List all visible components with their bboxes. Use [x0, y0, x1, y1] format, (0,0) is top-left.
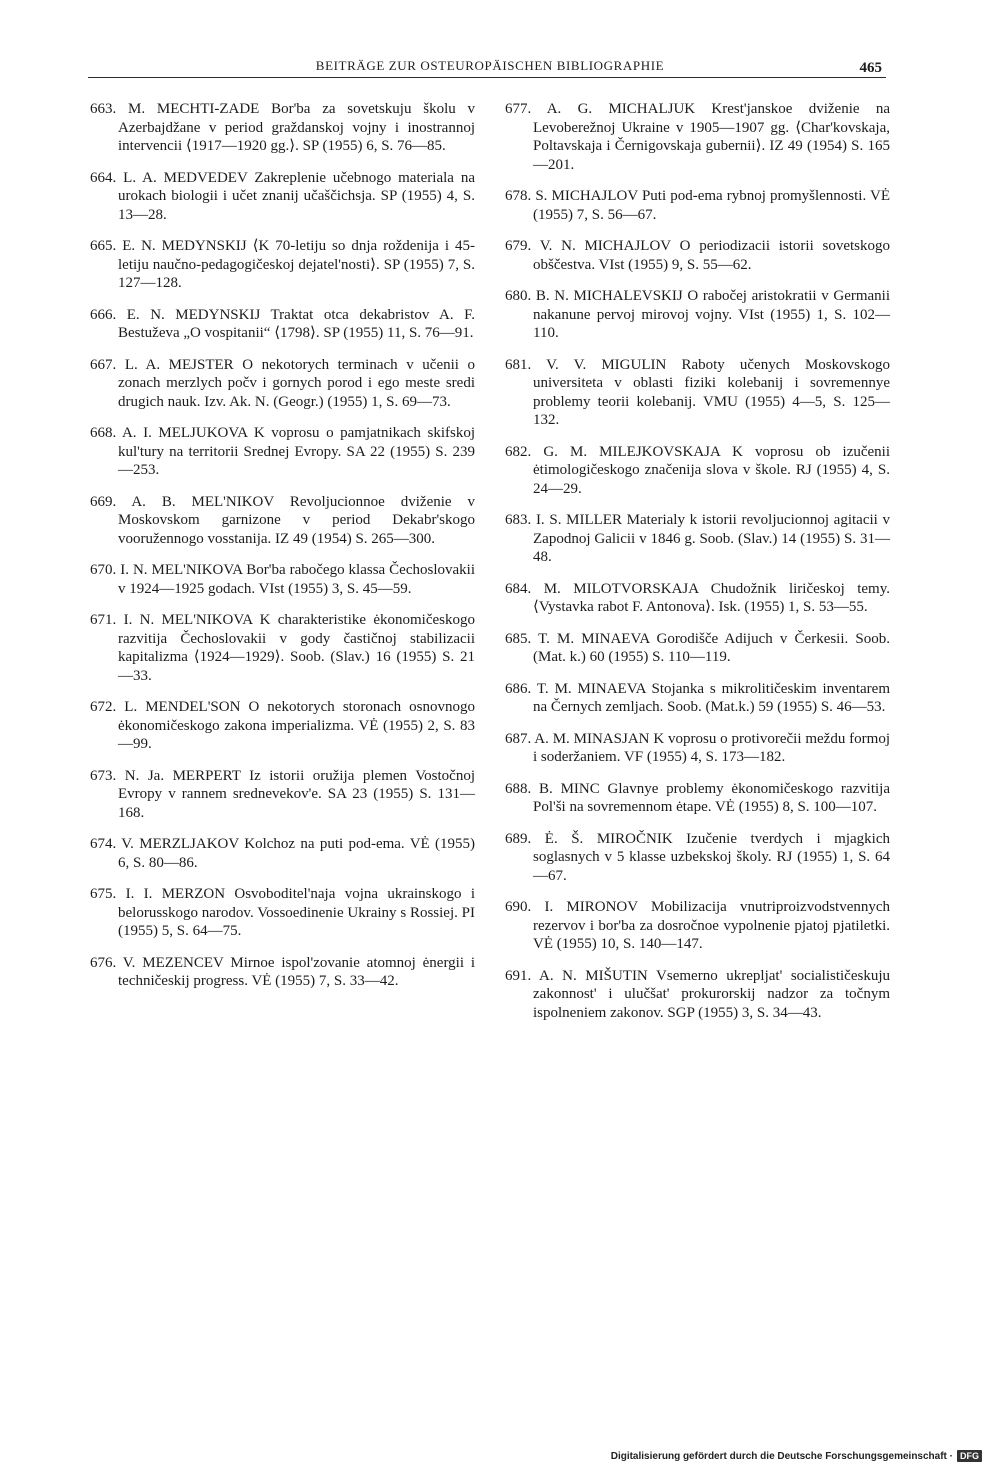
entry-number: 678.: [505, 188, 532, 204]
entry-text: A. M. MINASJAN K voprosu o protivorečii meždu formoj i soderžaniem. VF (1955) 4, S. 173—182.: [533, 730, 890, 765]
page-number: 465: [859, 60, 882, 76]
entry-number: 664.: [90, 169, 117, 186]
bibliography-entry: [505, 237, 890, 274]
entry-text: A. I. MELJUKOVA K voprosu o pamjatnikach skifskoj kul'tury na territorii Srednej Evropy. SA 22 (1955) S. 239—253.: [118, 425, 475, 478]
bibliography-entry: [505, 780, 890, 817]
entry-text: A. N. MIŠUTIN Vsemerno ukrepljat' socialističeskuju zakonnost' i ulučšat' prokurorskij nadzor za točnym ispolneniem zakonov. SGP (1955) 3, S. 34—43.: [533, 967, 890, 1021]
entry-number: 669.: [90, 493, 117, 510]
entry-text: A. B. MEL'NIKOV Revoljucionnoe dviženie v Moskovskom garnizone v period Dekabr'skogo vooružennogo vosstanija. IZ 49 (1954) S. 265—300.: [118, 493, 475, 547]
bibliography-entry: [505, 680, 890, 717]
entry-number: 691.: [505, 967, 532, 984]
entry-number: 668.: [90, 425, 117, 441]
entry-number: 671.: [90, 612, 117, 628]
entry-text: Ė. Š. MIROČNIK Izučenie tverdych i mjagkich soglasnych v 5 klasse uzbekskoj školy. RJ (1955) 1, S. 64—67.: [533, 830, 890, 884]
entry-text: S. MICHAJLOV Puti pod-ema rybnoj promyšlennosti. VĖ (1955) 7, S. 56—67.: [533, 188, 891, 223]
entry-text: V. MERZLJAKOV Kolchoz na puti pod-ema. VĖ (1955) 6, S. 80—86.: [118, 836, 475, 871]
entry-text: M. MILOTVORSKAJA Chudožnik liričeskoj temy. ⟨Vystavka rabot F. Antonova⟩. Isk. (1955) 1, S. 53—55.: [533, 580, 891, 615]
entry-text: M. MECHTI-ZADE Bor'ba za sovetskuju školu v Azerbajdžane v period graždanskoj vojny i inostrannoj intervencii ⟨1917—1920 gg.⟩. SP (1955) 6, S. 76—85.: [118, 101, 475, 154]
entry-number: 666.: [90, 306, 117, 323]
entry-text: T. M. MINAEVA Stojanka s mikrolitičeskim inventarem na Černych zemljach. Soob. (Mat.k.) 59 (1955) S. 46—53.: [533, 680, 890, 715]
entry-text: E. N. MEDYNSKIJ Traktat otca dekabristov A. F. Bestuževa „O vospitanii“ ⟨1798⟩. SP (1955) 11, S. 76—91.: [118, 306, 475, 341]
bibliography-entry: [90, 169, 475, 225]
entry-text: L. MENDEL'SON O nekotorych storonach osnovnogo ėkonomičeskogo zakona imperializma. VĖ (1955) 2, S. 83—99.: [118, 699, 476, 752]
bibliography-entry: [505, 287, 890, 343]
header-rule: [88, 77, 886, 78]
bibliography-entry: [90, 306, 475, 343]
entry-text: G. M. MILEJKOVSKAJA K voprosu ob izučenii ėtimologičeskogo značenija slova v škole. RJ (1955) 4, S. 24—29.: [533, 443, 891, 497]
entry-number: 672.: [90, 699, 117, 715]
entry-text: N. Ja. MERPERT Iz istorii oružija plemen Vostočnoj Evropy v rannem srednevekov'e. SA 23 (1955) S. 131—168.: [118, 767, 475, 821]
entry-number: 677.: [505, 101, 532, 117]
entry-number: 676.: [90, 954, 117, 971]
entry-number: 673.: [90, 767, 117, 784]
dfg-logo: DFG: [957, 1450, 982, 1462]
bibliography-entry: [505, 100, 890, 174]
bibliography-entry: [90, 835, 475, 872]
entry-text: B. N. MICHALEVSKIJ O rabočej aristokratii v Germanii nakanune pervoj mirovoj vojny. VIst (1955) 1, S. 102—110.: [533, 288, 891, 341]
entry-text: I. N. MEL'NIKOVA K charakteristike ėkonomičeskogo razvitija Čechoslovakii v gody častičnoj stabilizacii kapitalizma ⟨1924—1929⟩. Soob. (Slav.) 16 (1955) S. 21—33.: [118, 612, 476, 684]
entry-text: B. MINC Glavnye problemy ėkonomičeskogo razvitija Pol'ši na sovremennom ėtape. VĖ (1955) 8, S. 100—107.: [533, 780, 891, 815]
bibliography-entry: [505, 630, 890, 667]
bibliography-entry: [90, 493, 475, 549]
entry-number: 663.: [90, 101, 117, 117]
bibliography-entry: [90, 698, 475, 754]
bibliography-entry: [505, 511, 890, 567]
bibliography-entry: [505, 443, 890, 499]
left-column: [90, 100, 475, 1004]
entry-text: I. S. MILLER Materialy k istorii revoljucionnoj agitacii v Zapodnoj Galicii v 1846 g. Soob. (Slav.) 14 (1955) S. 31—48.: [533, 512, 890, 565]
entry-number: 670.: [90, 562, 117, 578]
entry-number: 674.: [90, 836, 117, 852]
bibliography-entry: [505, 898, 890, 954]
entry-number: 688.: [505, 780, 532, 797]
entry-number: 690.: [505, 899, 532, 915]
entry-number: 689.: [505, 830, 532, 847]
bibliography-entry: [90, 356, 475, 412]
bibliography-entry: [90, 237, 475, 293]
entry-number: 667.: [90, 356, 117, 373]
entry-number: 684.: [505, 580, 532, 597]
entry-number: 681.: [505, 356, 532, 373]
right-column: [505, 100, 890, 1035]
bibliography-entry: [90, 767, 475, 823]
entry-text: L. A. MEDVEDEV Zakreplenie učebnogo materiala na urokach biologii i učet znanij učaščichsja. SP (1955) 4, S. 13—28.: [118, 169, 475, 223]
bibliography-entry: [90, 885, 475, 941]
bibliography-entry: [505, 830, 890, 886]
running-title: BEITRÄGE ZUR OSTEUROPÄISCHEN BIBLIOGRAPHIE: [315, 58, 665, 73]
bibliography-entry: [90, 424, 475, 480]
bibliography-entry: [505, 356, 890, 430]
entry-number: 687.: [505, 730, 532, 747]
entry-text: E. N. MEDYNSKIJ ⟨K 70-letiju so dnja roždenija i 45-letiju naučno-pedagogičeskoj dejatel'nosti⟩. SP (1955) 7, S. 127—128.: [118, 238, 476, 291]
entry-number: 685.: [505, 630, 532, 647]
bibliography-entry: [90, 100, 475, 156]
bibliography-entry: [90, 561, 475, 598]
entry-text: I. MIRONOV Mobilizacija vnutriproizvodstvennych rezervov i bor'ba za dosročnoe vypolnenie pjatoj pjatiletki. VĖ (1955) 10, S. 140—147.: [533, 899, 891, 952]
entry-text: A. G. MICHALJUK Krest'janskoe dviženie na Levoberežnoj Ukraine v 1905—1907 gg. ⟨Char'kovskaja, Poltavskaja i Černigovskaja gubernii⟩. IZ 49 (1954) S. 165—201.: [533, 101, 890, 173]
entry-number: 686.: [505, 680, 532, 697]
entry-text: I. I. MERZON Osvoboditel'naja vojna ukrainskogo i belorusskogo narodov. Vossoedinenie Ukrainy s Rossiej. PI (1955) 5, S. 64—75.: [118, 886, 475, 939]
bibliography-entry: [505, 187, 890, 224]
entry-text: L. A. MEJSTER O nekotorych terminach v učenii o zonach merzlych počv i gornych porod i ego meste sredi drugich nauk. Izv. Ak. N. (Geogr.) (1955) 1, S. 69—73.: [118, 356, 476, 410]
entry-text: I. N. MEL'NIKOVA Bor'ba rabočego klassa Čechoslovakii v 1924—1925 godach. VIst (1955) 3, S. 45—59.: [118, 562, 475, 597]
bibliography-entry: [505, 580, 890, 617]
entry-number: 675.: [90, 886, 117, 902]
bibliography-entry: [90, 611, 475, 685]
entry-text: T. M. MINAEVA Gorodišče Adijuch v Čerkesii. Soob. (Mat. k.) 60 (1955) S. 110—119.: [533, 630, 890, 665]
entry-number: 680.: [505, 288, 532, 304]
bibliography-entry: [90, 954, 475, 991]
footer-credit: [611, 1450, 982, 1462]
entry-number: 682.: [505, 443, 532, 460]
entry-text: V. V. MIGULIN Raboty učenych Moskovskogo universiteta v oblasti fiziki kolebanij i sovremennye problemy teorii kolebanij. VMU (1955) 4—5, S. 125—132.: [533, 356, 890, 428]
bibliography-entry: [505, 730, 890, 767]
entry-number: 683.: [505, 512, 532, 528]
entry-number: 665.: [90, 238, 117, 254]
bibliography-entry: [505, 967, 890, 1023]
entry-text: V. N. MICHAJLOV O periodizacii istorii sovetskogo obščestva. VIst (1955) 9, S. 55—62.: [533, 238, 890, 273]
entry-text: V. MEZENCEV Mirnoe ispol'zovanie atomnoj ėnergii i techničeskij progress. VĖ (1955) 7, S. 33—42.: [118, 954, 475, 989]
entry-number: 679.: [505, 238, 532, 254]
footer-credit-text: Digitalisierung gefördert durch die Deutsche Forschungsgemeinschaft ·: [610, 1450, 953, 1462]
